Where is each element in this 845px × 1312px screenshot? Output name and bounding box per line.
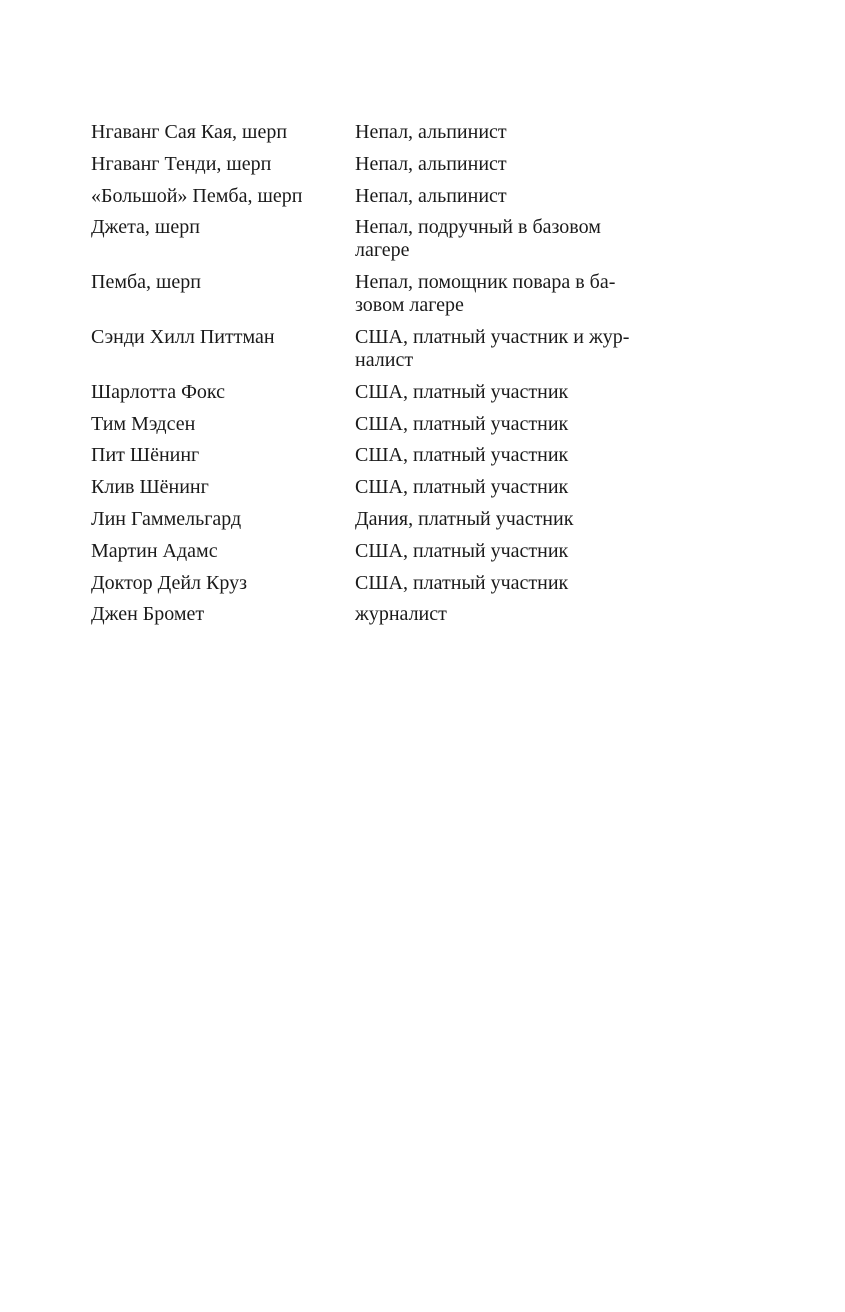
member-role-line: налист xyxy=(355,348,414,371)
member-role-line: Непал, альпинист xyxy=(355,121,507,143)
member-role xyxy=(355,603,665,626)
member-role-line: лагере xyxy=(355,239,410,262)
member-name: Нгаванг Сая Кая, шерп xyxy=(91,121,288,143)
member-name: Джен Бромет xyxy=(91,603,205,626)
member-role-line: Дания, платный участник xyxy=(355,507,574,530)
member-name: «Большой» Пемба, шерп xyxy=(91,184,303,207)
member-role-line: Непал, альпинист xyxy=(355,184,507,207)
member-role-line: журналист xyxy=(355,603,447,626)
member-role xyxy=(355,216,665,262)
member-name: Нгаванг Тенди, шерп xyxy=(91,152,272,175)
member-name: Сэнди Хилл Питтман xyxy=(91,325,275,348)
member-role-line: Непал, альпинист xyxy=(355,152,507,175)
team-roster xyxy=(91,121,691,635)
member-role xyxy=(355,326,665,372)
member-role-line: Непал, подручный в базовом xyxy=(355,216,601,239)
roster-row xyxy=(91,476,691,499)
member-role xyxy=(355,508,665,531)
roster-row xyxy=(91,572,691,595)
member-name: Пит Шёнинг xyxy=(91,444,200,467)
roster-row xyxy=(91,326,691,372)
roster-row xyxy=(91,540,691,563)
roster-row xyxy=(91,444,691,467)
member-role xyxy=(355,185,665,208)
member-role-line: США, платный участник xyxy=(355,380,569,403)
member-name: Лин Гаммельгард xyxy=(91,507,242,530)
member-role-line: США, платный участник xyxy=(355,476,569,499)
member-role-line: США, платный участник xyxy=(355,412,569,435)
member-name: Мартин Адамс xyxy=(91,539,218,562)
member-name: Джета, шерп xyxy=(91,216,200,239)
member-name: Пемба, шерп xyxy=(91,271,202,294)
member-role xyxy=(355,540,665,563)
member-role xyxy=(355,153,665,176)
member-role-line: США, платный участник xyxy=(355,444,569,467)
roster-row xyxy=(91,603,691,626)
roster-row xyxy=(91,216,691,262)
member-name: Доктор Дейл Круз xyxy=(91,571,247,594)
member-role xyxy=(355,271,665,317)
member-role xyxy=(355,381,665,404)
member-role-line: зовом лагере xyxy=(355,294,464,317)
roster-row xyxy=(91,413,691,436)
roster-row xyxy=(91,381,691,404)
member-role-line: США, платный участник xyxy=(355,539,569,562)
member-role xyxy=(355,121,665,144)
member-name: Шарлотта Фокс xyxy=(91,380,226,403)
roster-row xyxy=(91,121,691,144)
member-role-line: США, платный участник и жур- xyxy=(355,325,630,348)
member-role xyxy=(355,444,665,467)
member-role-line: Непал, помощник повара в ба- xyxy=(355,271,616,294)
member-role-line: США, платный участник xyxy=(355,571,569,594)
member-role xyxy=(355,476,665,499)
member-name: Клив Шёнинг xyxy=(91,476,209,499)
member-role xyxy=(355,413,665,436)
member-role xyxy=(355,572,665,595)
member-name: Тим Мэдсен xyxy=(91,412,196,435)
roster-row xyxy=(91,508,691,531)
roster-row xyxy=(91,185,691,208)
roster-row xyxy=(91,153,691,176)
roster-row xyxy=(91,271,691,317)
